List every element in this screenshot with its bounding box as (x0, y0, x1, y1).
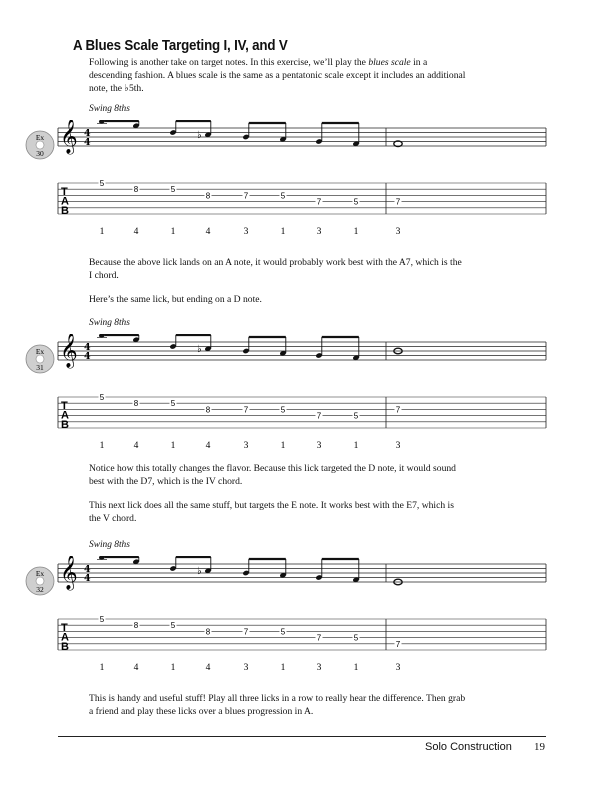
fingering-number: 1 (99, 227, 105, 237)
tab-fret-number: 7 (243, 405, 249, 415)
fingering-number: 1 (353, 663, 359, 673)
cd-ex-label: Ex (35, 569, 45, 578)
fingering-number: 4 (133, 663, 139, 673)
tab-fret-number: 5 (353, 197, 359, 207)
tab-clef-letter: T (61, 400, 68, 412)
time-sig-bottom: 4 (84, 351, 91, 362)
example-30 (0, 120, 604, 250)
fingering-number: 1 (280, 227, 286, 237)
paragraph-after-ex30 (89, 256, 479, 282)
tab-fret-number: 5 (353, 411, 359, 421)
body-text: best with the D7, which is the IV chord. (89, 476, 243, 488)
body-text: Here’s the same lick, but ending on a D note. (89, 294, 262, 305)
fingering-number: 1 (99, 441, 105, 451)
tab-fret-number: 7 (316, 197, 322, 207)
tab-fret-number: 7 (316, 633, 322, 643)
fingering-number: 3 (395, 227, 401, 237)
tab-fret-number: 8 (205, 191, 211, 201)
fingering-number: 1 (99, 663, 105, 673)
example-32 (0, 556, 604, 686)
tab-fret-number: 5 (170, 399, 176, 409)
tab-clef-letter: A (61, 631, 69, 644)
intro-text: note, the ♭5th. (89, 83, 144, 95)
fingering-number: 1 (170, 663, 176, 673)
tab-clef-letter: T (61, 186, 68, 198)
fingering-number: 3 (243, 663, 249, 673)
tab-clef-letter: A (61, 195, 69, 208)
notation-example-30 (0, 120, 604, 250)
cd-ex-label: Ex (35, 347, 45, 356)
cd-ex-number: 30 (36, 149, 44, 158)
time-sig-top: 4 (84, 564, 91, 575)
tab-fret-number: 5 (353, 633, 359, 643)
fingering-number: 3 (243, 227, 249, 237)
time-sig-bottom: 4 (84, 137, 91, 148)
fingering-number: 3 (395, 663, 401, 673)
tab-fret-number: 7 (243, 191, 249, 201)
fingering-number: 3 (395, 441, 401, 451)
cd-hole-icon (36, 577, 44, 585)
treble-clef-icon: 𝄞 (60, 120, 78, 154)
tab-target-fret: 7 (395, 405, 401, 415)
fingering-number: 1 (280, 663, 286, 673)
paragraph-before-ex31 (89, 293, 479, 306)
flat-sign: ♭ (197, 129, 202, 141)
paragraph-after-ex31 (89, 462, 479, 488)
fingering-number: 4 (205, 227, 211, 237)
fingering-number: 4 (205, 663, 211, 673)
cd-ex-label: Ex (35, 133, 45, 142)
example-31 (0, 334, 604, 464)
fingering-number: 4 (133, 441, 139, 451)
tab-clef-letter: A (61, 409, 69, 422)
time-sig-bottom: 4 (84, 573, 91, 584)
footer-title: Solo Construction (425, 741, 512, 753)
tab-clef-letter: B (61, 205, 69, 217)
tab-fret-number: 7 (316, 411, 322, 421)
body-text: This is handy and useful stuff! Play all three licks in a row to really hear the difference. Then grab (89, 693, 466, 704)
flat-sign: ♭ (197, 343, 202, 355)
cd-ex-number: 31 (36, 363, 44, 372)
tab-clef-letter: B (61, 419, 69, 431)
tab-fret-number: 5 (99, 393, 105, 402)
tab-fret-number: 8 (205, 405, 211, 415)
swing-label: Swing 8ths (89, 104, 130, 114)
tab-clef-letter: T (61, 622, 68, 634)
notation-example-31 (0, 334, 604, 464)
fingering-number: 1 (280, 441, 286, 451)
fingering-number: 3 (316, 441, 322, 451)
body-text: Notice how this totally changes the flavor. Because this lick targeted the D note, it would sound (89, 463, 456, 474)
tab-fret-number: 5 (170, 185, 176, 195)
intro-text: Following is another take on target notes. In this exercise, we’ll play the (89, 57, 369, 68)
section-heading: A Blues Scale Targeting I, IV, and V (73, 38, 288, 54)
tab-fret-number: 5 (280, 405, 286, 415)
fingering-number: 3 (243, 441, 249, 451)
body-text: Because the above lick lands on an A note, it would probably work best with the A7, which is the (89, 257, 462, 268)
tab-fret-number: 5 (170, 621, 176, 631)
treble-clef-icon: 𝄞 (60, 556, 78, 590)
fingering-number: 1 (170, 441, 176, 451)
tab-fret-number: 8 (133, 621, 139, 631)
footer-rule (58, 736, 546, 737)
tab-fret-number: 8 (133, 185, 139, 195)
treble-clef-icon: 𝄞 (60, 334, 78, 368)
tab-target-fret: 7 (395, 639, 401, 649)
intro-text: in a (410, 57, 428, 68)
fingering-number: 3 (316, 227, 322, 237)
fingering-number: 1 (170, 227, 176, 237)
cd-hole-icon (36, 355, 44, 363)
body-text: the V chord. (89, 513, 137, 525)
tab-fret-number: 8 (133, 399, 139, 409)
swing-label: Swing 8ths (89, 318, 130, 328)
tab-target-fret: 7 (395, 197, 401, 207)
fingering-number: 4 (205, 441, 211, 451)
time-sig-top: 4 (84, 128, 91, 139)
intro-paragraph (89, 56, 479, 96)
tab-fret-number: 5 (280, 191, 286, 201)
intro-emphasis: blues scale (368, 57, 411, 68)
tab-fret-number: 8 (205, 627, 211, 637)
cd-hole-icon (36, 141, 44, 149)
body-text: a friend and play these licks over a blues progression in A. (89, 706, 314, 718)
tab-fret-number: 5 (99, 179, 105, 188)
swing-label: Swing 8ths (89, 540, 130, 550)
body-text: I chord. (89, 270, 119, 282)
tab-fret-number: 7 (243, 627, 249, 637)
time-sig-top: 4 (84, 342, 91, 353)
notation-example-32 (0, 556, 604, 686)
paragraph-before-ex32 (89, 499, 479, 525)
body-text: This next lick does all the same stuff, but targets the E note. It works best with the E7, which is (89, 500, 454, 511)
tab-clef-letter: B (61, 641, 69, 653)
tab-fret-number: 5 (99, 615, 105, 624)
tab-fret-number: 5 (280, 627, 286, 637)
cd-ex-number: 32 (36, 585, 44, 594)
page-number: 19 (534, 741, 545, 753)
fingering-number: 1 (353, 227, 359, 237)
paragraph-after-ex32 (89, 692, 479, 718)
fingering-number: 1 (353, 441, 359, 451)
fingering-number: 3 (316, 663, 322, 673)
fingering-number: 4 (133, 227, 139, 237)
intro-text: descending fashion. A blues scale is the same as a pentatonic scale except it includes an additional (89, 70, 466, 82)
flat-sign: ♭ (197, 565, 202, 577)
